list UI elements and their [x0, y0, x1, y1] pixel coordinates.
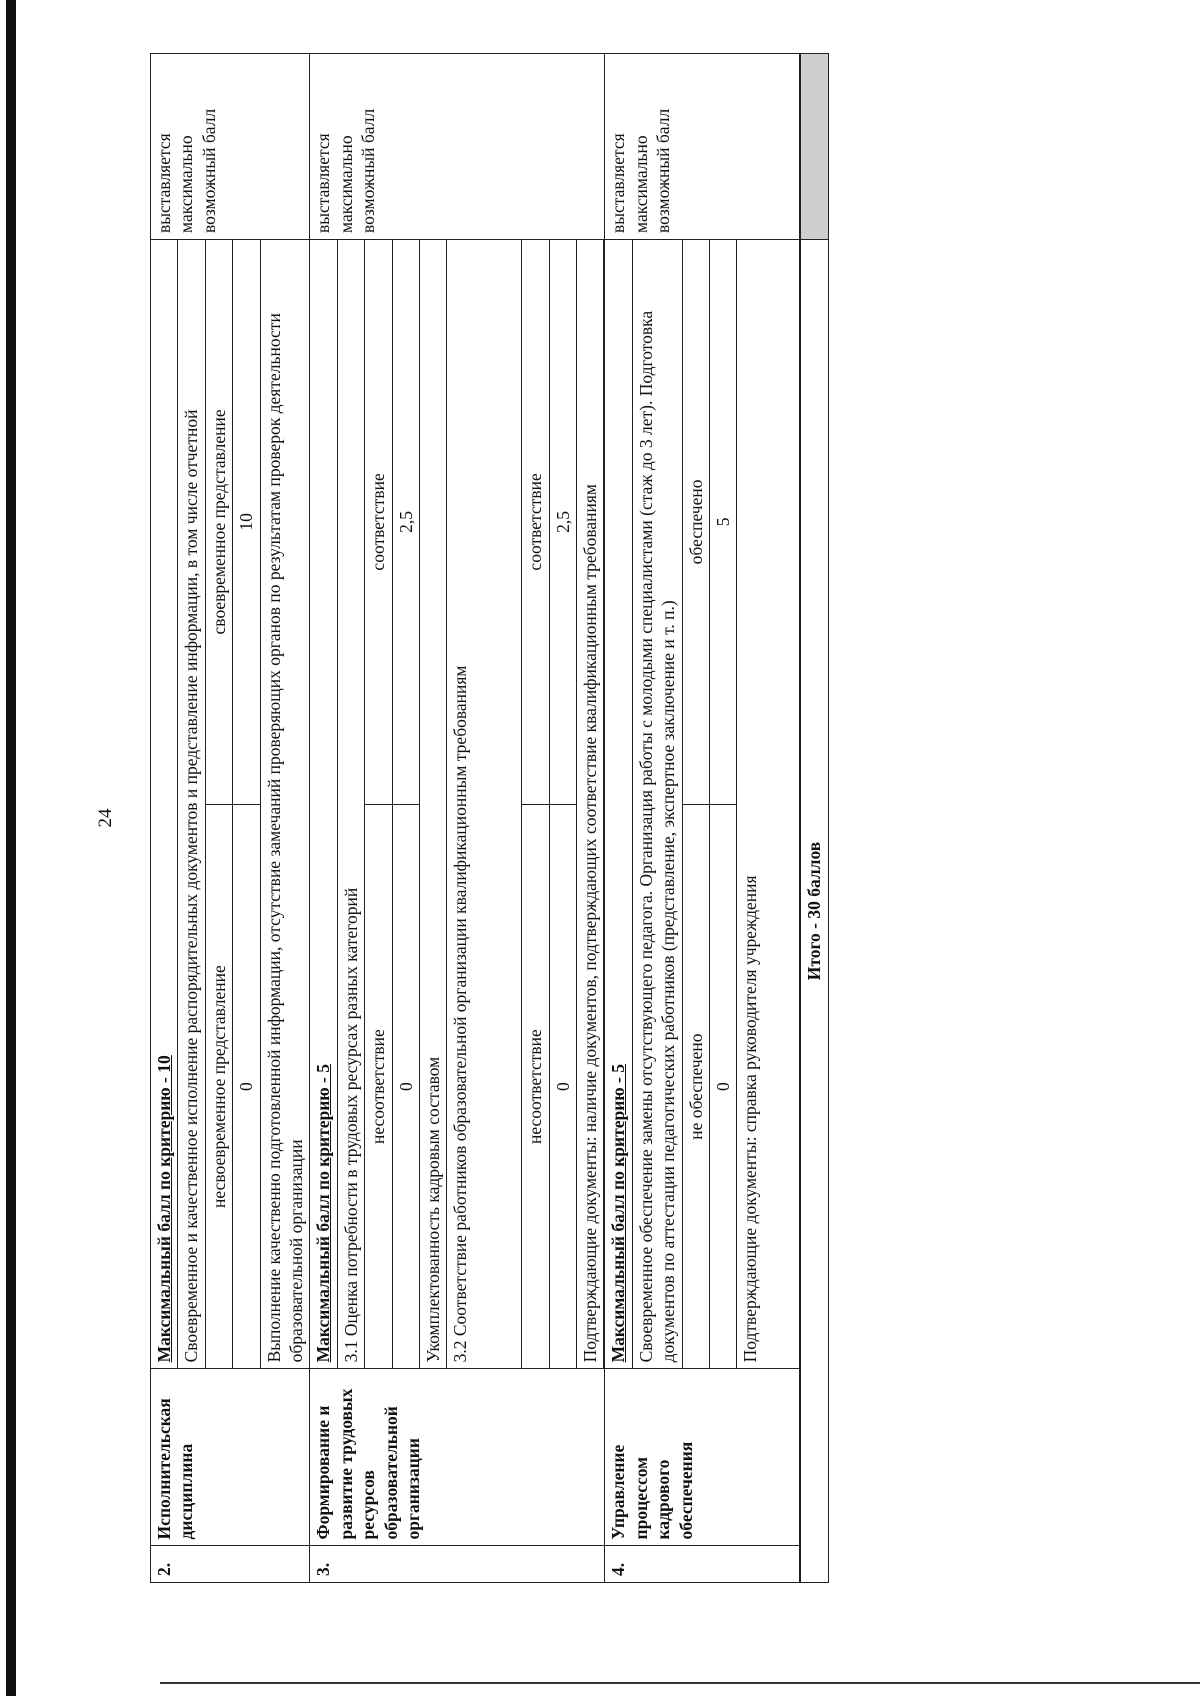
max-score-label: Максимальный балл по критерию - 10 [151, 240, 178, 1369]
score-negative: 0 [392, 804, 419, 1369]
option-positive: своевременное представление [205, 240, 232, 805]
rotated-document [150, 53, 898, 1583]
max-score-label: Максимальный балл по критерию - 5 [310, 240, 337, 1369]
note-cell: выставляется максимально возможный балл [151, 54, 310, 240]
criteria-table [150, 53, 829, 1583]
total-empty-cell [800, 54, 828, 240]
evidence-text: Подтверждающие документы: справка руководителя учреждения [737, 240, 801, 1369]
total-row [800, 54, 828, 1583]
criterion-name: Исполнительская дисциплина [151, 1369, 310, 1546]
score-positive: 10 [233, 240, 260, 805]
total-label: Итого - 30 баллов [800, 240, 828, 1583]
max-score-label: Максимальный балл по критерию - 5 [605, 240, 632, 1369]
score-negative: 0 [233, 804, 260, 1369]
evidence-text: Выполнение качественно подготовленной информации, отсутствие замечаний проверяющих органов по результатам проверок деятельности образовательной организации [260, 240, 310, 1369]
option-positive: обеспечено [682, 240, 709, 805]
scan-edge-shadow [6, 0, 16, 1696]
row-number: 2. [151, 1546, 310, 1583]
option-negative: несоответствие [365, 804, 392, 1369]
table-row [605, 54, 632, 1583]
scan-bottom-edge [160, 1682, 1200, 1684]
indicator-text: Своевременное и качественное исполнение распорядительных документов и представление информации, в том числе отчетной [178, 240, 205, 1369]
score-negative: 0 [710, 804, 737, 1369]
score-positive: 5 [710, 240, 737, 805]
option-negative: несоответствие [522, 804, 549, 1369]
note-cell: выставляется максимально возможный балл [310, 54, 605, 240]
table-row [151, 54, 178, 1583]
option-positive: соответствие [365, 240, 392, 805]
indicator-text: Своевременное обеспечение замены отсутствующего педагога. Организация работы с молодыми специалистами (стаж до 3 лет). Подготовка документов по аттестации педагогических работников (представление, экспертное заключение и т. п.) [632, 240, 682, 1369]
score-positive: 2,5 [392, 240, 419, 805]
evidence-text: Подтверждающие документы: наличие документов, подтверждающих соответствие квалификационным требованиям [577, 240, 604, 1369]
score-negative: 0 [549, 804, 576, 1369]
row-number: 3. [310, 1546, 605, 1583]
score-positive: 2,5 [549, 240, 576, 805]
note-cell: выставляется максимально возможный балл [605, 54, 800, 240]
option-positive: соответствие [522, 240, 549, 805]
criterion-name: Формирование и развитие трудовых ресурсов образовательной организации [310, 1369, 605, 1546]
criterion-name: Управление процессом кадрового обеспечения [605, 1369, 800, 1546]
table-row [310, 54, 337, 1583]
option-negative: не обеспечено [682, 804, 709, 1369]
row-number: 4. [605, 1546, 800, 1583]
page-number: 24 [95, 808, 116, 828]
indicator-text: 3.1 Оценка потребности в трудовых ресурсах разных категорий [337, 240, 364, 1369]
evidence-text: Укомплектованность кадровым составом [419, 240, 446, 1369]
option-negative: несвоевременное представление [205, 804, 232, 1369]
indicator-text: 3.2 Соответствие работников образовательной организации квалификационным требованиям [447, 240, 522, 1369]
